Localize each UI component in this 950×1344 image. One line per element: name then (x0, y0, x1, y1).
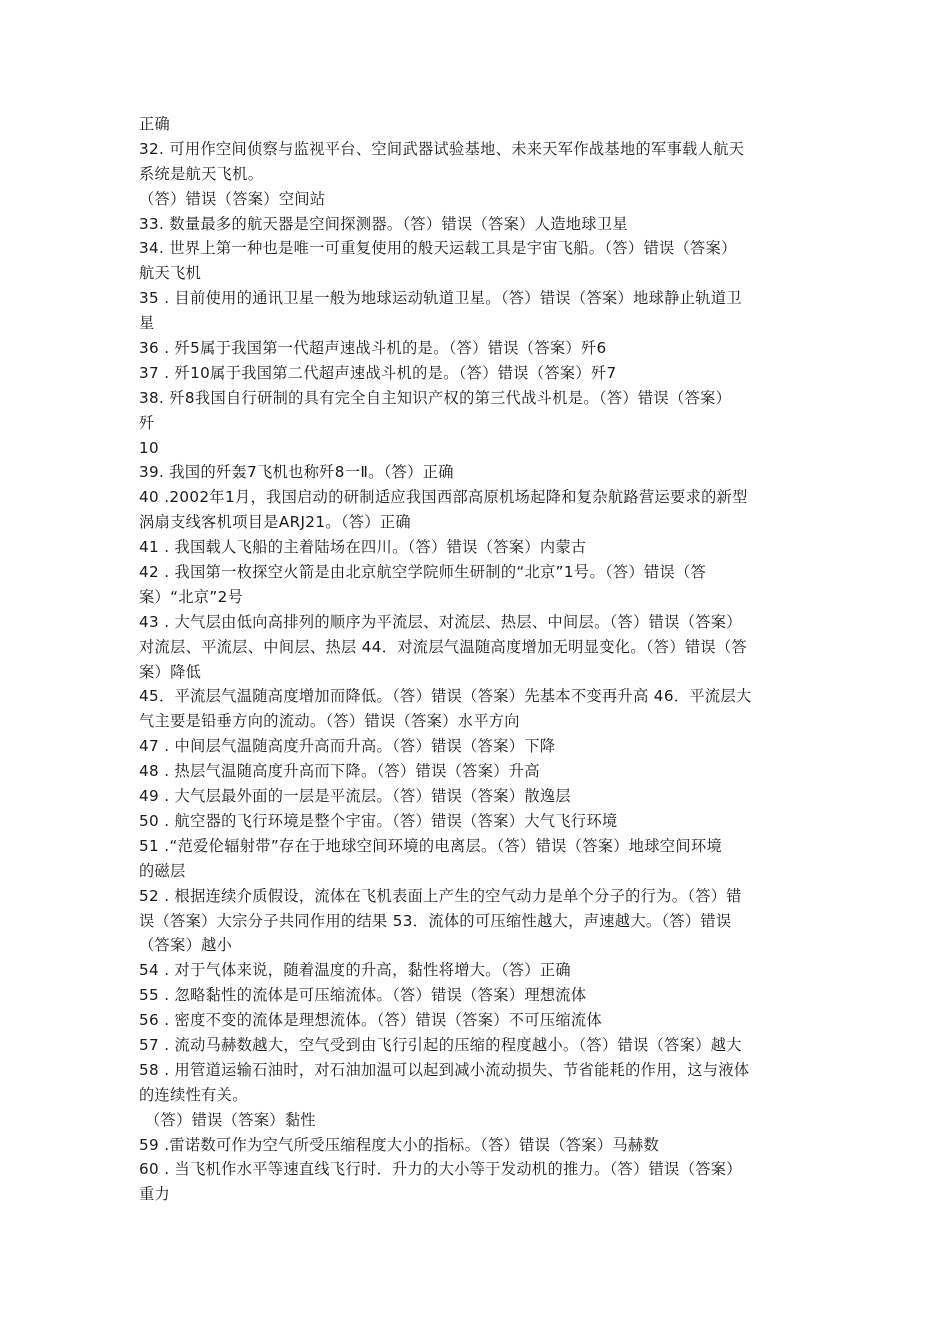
text-line: 歼 (139, 413, 155, 432)
text-line: 33. 数量最多的航天器是空间探测器。（答）错误（答案）人造地球卫星 (139, 214, 628, 233)
text-line: 50 . 航空器的飞行环境是整个宇宙。（答）错误（答案）大气飞行环境 (139, 811, 618, 830)
text-line: 涡扇支线客机项目是ARJ21。（答）正确 (139, 513, 411, 532)
text-line: 45．平流层气温随高度增加而降低。（答）错误（答案）先基本不变再升高 46．平流层大 (139, 687, 752, 706)
text-line: 星 (139, 314, 155, 333)
text-line: 正确 (139, 115, 171, 133)
text-line: 案）降低 (139, 662, 202, 681)
text-line: 42 . 我国第一枚探空火箭是由北京航空学院师生研制的“北京”1号。（答）错误（答 (139, 563, 707, 582)
text-line: 37 . 歼10属于我国第二代超声速战斗机的是。（答）错误（答案）歼7 (139, 363, 617, 382)
text-line: 39. 我国的歼轰7飞机也称歼8一Ⅱ。（答）正确 (139, 463, 454, 482)
text-line: 52 . 根据连续介质假设，流体在飞机表面上产生的空气动力是单个分子的行为。（答）错 (139, 886, 742, 905)
text-line: 49 . 大气层最外面的一层是平流层。（答）错误（答案）散逸层 (139, 787, 571, 806)
text-line: 34. 世界上第一种也是唯一可重复使用的般天运载工具是宇宙飞船。（答）错误（答案） (139, 239, 737, 258)
text-line: 的磁层 (139, 861, 186, 880)
text-line: 56 . 密度不变的流体是理想流体。（答）错误（答案）不可压缩流体 (139, 1011, 603, 1030)
text-line: 误（答案）大宗分子共同作用的结果 53．流体的可压缩性越大，声速越大。（答）错误 (139, 911, 732, 930)
text-line: 54 . 对于气体来说，随着温度的升高，黏性将增大。（答）正确 (139, 961, 571, 980)
text-line: 系统是航天飞机。 (139, 164, 264, 183)
text-line: 10 (139, 438, 160, 457)
text-line: 对流层、平流层、中间层、热层 44．对流层气温随高度增加无明显变化。（答）错误（答 (139, 637, 748, 656)
text-line: （答）错误（答案）空间站 (139, 189, 326, 208)
text-line: 重力 (139, 1185, 171, 1204)
text-line: 48 . 热层气温随高度升高而下降。（答）错误（答案）升高 (139, 762, 540, 781)
text-line: 38. 歼8我国自行研制的具有完全自主知识产权的第三代战斗机是。（答）错误（答案） (139, 388, 732, 407)
text-line: 55 . 忽略黏性的流体是可压缩流体。（答）错误（答案）理想流体 (139, 986, 587, 1005)
text-line: （答案）越小 (139, 936, 233, 955)
text-line: 35 . 目前使用的通讯卫星一般为地球运动轨道卫星。（答）错误（答案）地球静止轨道卫 (139, 289, 742, 308)
text-line: 59 .雷诺数可作为空气所受压缩程度大小的指标。（答）错误（答案）马赫数 (139, 1135, 659, 1154)
text-line: 32. 可用作空间侦察与监视平台、空间武器试验基地、未来天军作战基地的军事载人航天 (139, 139, 745, 158)
text-line: 36 . 歼5属于我国第一代超声速战斗机的是。（答）错误（答案）歼6 (139, 339, 607, 358)
text-line: 40 .2002年1月，我国启动的研制适应我国西部高原机场起降和复杂航路营运要求的新型 (139, 488, 748, 507)
text-line: 气主要是铅垂方向的流动。（答）错误（答案）水平方向 (139, 712, 520, 731)
text-line: 51 .“范爱伦辐射带”存在于地球空间环境的电离层。（答）错误（答案）地球空间环境 (139, 836, 723, 855)
text-line: 47 . 中间层气温随高度升高而升高。（答）错误（答案）下降 (139, 737, 556, 756)
text-line: （答）错误（答案）黏性 (145, 1110, 316, 1129)
text-line: 43 . 大气层由低向高排列的顺序为平流层、对流层、热层、中间层。（答）错误（答案） (139, 612, 742, 631)
text-line: 57 . 流动马赫数越大，空气受到由飞行引起的压缩的程度越小。（答）错误（答案）越大 (139, 1035, 742, 1054)
document-page (139, 112, 819, 1207)
text-line: 41 . 我国载人飞船的主着陆场在四川。（答）错误（答案）内蒙古 (139, 538, 587, 557)
text-line: 案）“北京”2号 (139, 587, 244, 606)
text-line: 58 . 用管道运输石油时，对石油加温可以起到减小流动损失、节省能耗的作用，这与液体 (139, 1060, 750, 1079)
text-line: 航天飞机 (139, 264, 202, 283)
text-line: 60 . 当飞机作水平等速直线飞行时．升力的大小等于发动机的推力。（答）错误（答案） (139, 1160, 742, 1179)
text-line: 的连续性有关。 (139, 1085, 248, 1104)
